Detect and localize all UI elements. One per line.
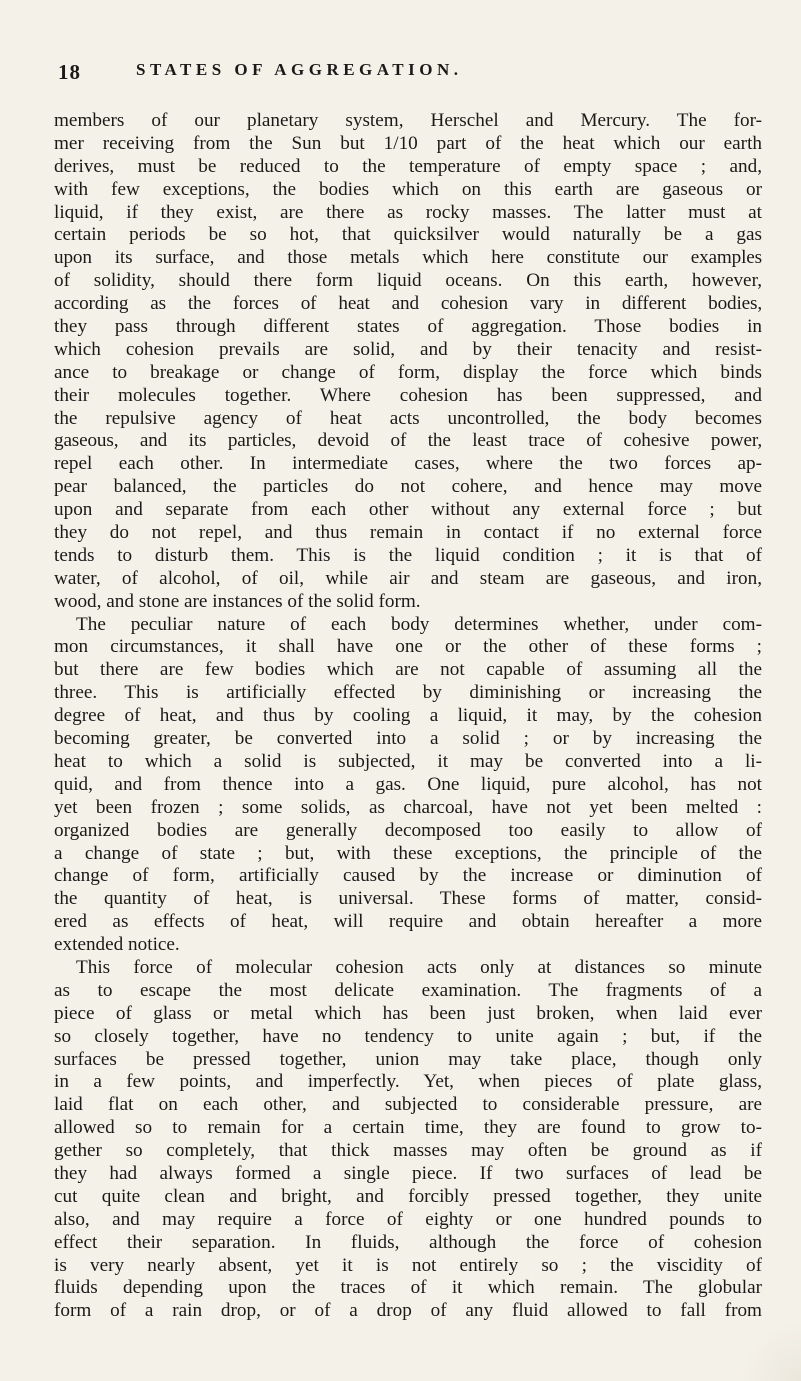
- text-line: cut quite clean and bright, and forcibly pressed together, they unite: [54, 1185, 762, 1207]
- text-line: tends to disturb them. This is the liquid condition ; it is that of: [54, 544, 762, 566]
- text-line: laid flat on each other, and subjected to considerable pressure, are: [54, 1094, 762, 1116]
- text-line: members of our planetary system, Herschel and Mercury. The for-: [54, 110, 762, 131]
- text-line: gaseous, and its particles, devoid of the least trace of cohesive power,: [54, 430, 762, 452]
- text-line: quid, and from thence into a gas. One liquid, pure alcohol, has not: [54, 773, 762, 795]
- text-line: ance to breakage or change of form, display the force which binds: [54, 361, 762, 383]
- text-line: upon and separate from each other without any external force ; but: [54, 499, 762, 521]
- text-line: pear balanced, the particles do not cohere, and hence may move: [54, 476, 762, 498]
- text-line: upon its surface, and those metals which here constitute our examples: [54, 247, 762, 269]
- text-line: gether so completely, that thick masses may often be ground as if: [54, 1140, 762, 1162]
- text-line: surfaces be pressed together, union may take place, though only: [54, 1048, 762, 1070]
- text-line: the repulsive agency of heat acts uncontrolled, the body becomes: [54, 407, 762, 429]
- text-line: liquid, if they exist, are there as rocky masses. The latter must at: [54, 201, 762, 223]
- text-line: change of form, artificially caused by the increase or diminution of: [54, 865, 762, 887]
- text-line: the quantity of heat, is universal. These forms of matter, consid-: [54, 888, 762, 910]
- text-line: This force of molecular cohesion acts only at distances so minute: [76, 956, 762, 978]
- running-head: [58, 60, 761, 90]
- text-line: ered as effects of heat, will require and obtain hereafter a more: [54, 911, 762, 933]
- page-corner-shadow: [741, 1321, 801, 1381]
- text-line: allowed so to remain for a certain time, they are found to grow to-: [54, 1117, 762, 1139]
- text-line: is very nearly absent, yet it is not entirely so ; the viscidity of: [54, 1254, 762, 1276]
- text-line: they had always formed a single piece. If two surfaces of lead be: [54, 1162, 762, 1184]
- text-line: they pass through different states of aggregation. Those bodies in: [54, 316, 762, 338]
- text-line: yet been frozen ; some solids, as charcoal, have not yet been melted :: [54, 796, 762, 818]
- text-line: wood, and stone are instances of the solid form.: [54, 590, 421, 612]
- text-line: of solidity, should there form liquid oceans. On this earth, however,: [54, 270, 762, 292]
- text-line: effect their separation. In fluids, although the force of cohesion: [54, 1231, 762, 1253]
- text-line: heat to which a solid is subjected, it may be converted into a li-: [54, 750, 762, 772]
- text-line: organized bodies are generally decomposed too easily to allow of: [54, 819, 762, 841]
- text-line: repel each other. In intermediate cases, where the two forces ap-: [54, 453, 762, 475]
- text-line: in a few points, and imperfectly. Yet, when pieces of plate glass,: [54, 1071, 762, 1093]
- text-line: becoming greater, be converted into a solid ; or by increasing the: [54, 728, 762, 750]
- text-line: as to escape the most delicate examination. The fragments of a: [54, 979, 762, 1001]
- text-line: mon circumstances, it shall have one or the other of these forms ;: [54, 636, 762, 658]
- text-line: certain periods be so hot, that quicksilver would naturally be a gas: [54, 224, 762, 246]
- text-line: their molecules together. Where cohesion has been suppressed, and: [54, 384, 762, 406]
- text-line: degree of heat, and thus by cooling a liquid, it may, by the cohesion: [54, 705, 762, 727]
- text-line: The peculiar nature of each body determines whether, under com-: [76, 613, 762, 635]
- text-line: also, and may require a force of eighty or one hundred pounds to: [54, 1208, 762, 1230]
- body-text: [54, 110, 762, 1323]
- running-title: STATES OF AGGREGATION.: [136, 60, 463, 79]
- text-line: which cohesion prevails are solid, and by their tenacity and resist-: [54, 338, 762, 360]
- text-line: with few exceptions, the bodies which on this earth are gaseous or: [54, 178, 762, 200]
- text-line: according as the forces of heat and cohesion vary in different bodies,: [54, 293, 762, 315]
- text-line: piece of glass or metal which has been just broken, when laid ever: [54, 1002, 762, 1024]
- text-line: so closely together, have no tendency to unite again ; but, if the: [54, 1025, 762, 1047]
- text-line: three. This is artificially effected by diminishing or increasing the: [54, 682, 762, 704]
- text-line: water, of alcohol, of oil, while air and steam are gaseous, and iron,: [54, 567, 762, 589]
- text-line: mer receiving from the Sun but 1/10 part of the heat which our earth: [54, 132, 762, 154]
- text-line: they do not repel, and thus remain in contact if no external force: [54, 522, 762, 544]
- text-line: derives, must be reduced to the temperature of empty space ; and,: [54, 155, 762, 177]
- text-line: a change of state ; but, with these exceptions, the principle of the: [54, 842, 762, 864]
- page-number: 18: [58, 60, 81, 84]
- text-line: fluids depending upon the traces of it which remain. The globular: [54, 1277, 762, 1299]
- text-line: form of a rain drop, or of a drop of any fluid allowed to fall from: [54, 1300, 762, 1322]
- text-line: but there are few bodies which are not capable of assuming all the: [54, 659, 762, 681]
- text-line: extended notice.: [54, 934, 180, 956]
